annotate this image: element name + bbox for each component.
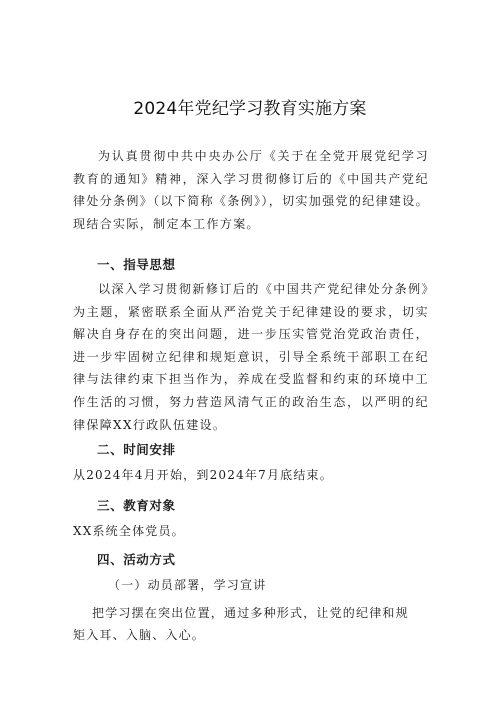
guiding-ideology-paragraph: 以深入学习贯彻新修订后的《中国共产党纪律处分条例》为主题，紧密联系全面从严治党关于纪律建设的要求，切实解决自身存在的突出问题，进一步压实管党治党政治责任，进一步牢固树立纪律和规矩意识，引导全系统干部职工在纪律与法律约束下担当作为，养成在受监督和约束的环境中工作生活的习惯，努力营造风清气正的政治生态，以严明的纪律保障XX行政队伍建设。 [73, 282, 429, 432]
activities-subheading: （一）动员部署，学习宣讲 [108, 578, 267, 592]
audience-paragraph: XX系统全体党员。 [73, 524, 185, 538]
document-title: 2024年党纪学习教育实施方案 [133, 99, 367, 119]
activities-paragraph-line-2: 矩入耳、入脑、入心。 [73, 628, 206, 642]
activities-paragraph-line-1: 把学习摆在突出位置，通过多种形式，让党的纪律和规 [92, 606, 409, 620]
section-heading-activities: 四、活动方式 [97, 552, 176, 567]
schedule-paragraph: 从2024年4月开始，到2024年7月底结束。 [73, 468, 333, 482]
section-heading-schedule: 二、时间安排 [97, 442, 176, 457]
intro-paragraph: 为认真贯彻中共中央办公厅《关于在全党开展党纪学习教育的通知》精神，深入学习贯彻修订后的《中国共产党纪律处分条例》（以下简称《条例》），切实加强党的纪律建设。现结合实际，制定本工作方案。 [73, 149, 429, 231]
section-heading-guiding-ideology: 一、指导思想 [97, 257, 176, 272]
section-heading-audience: 三、教育对象 [97, 498, 176, 513]
